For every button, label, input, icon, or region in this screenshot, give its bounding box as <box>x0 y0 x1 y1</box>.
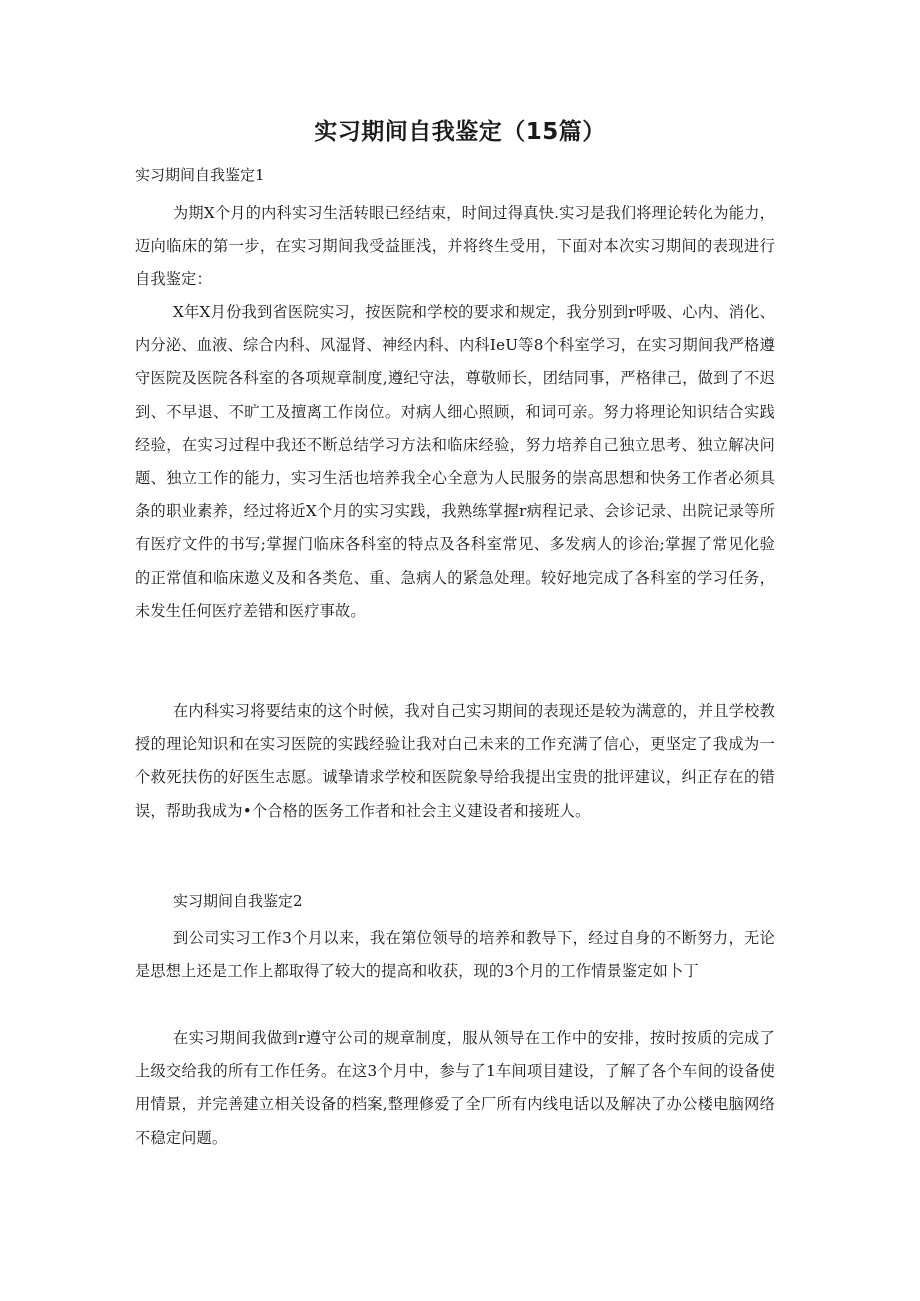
paragraph: 在内科实习将要结束的这个时候，我对自己实习期间的表现还是较为满意的，并且学校教授的理论知识和在实习医院的实践经验让我对白己未来的工作充满了信心，更坚定了我成为一个救死扶伤的好医生志愿。诚挚请求学校和医院象导给我提出宝贵的批评建议，纠正存在的错误，帮助我成为•个合格的医务工作者和社会主义建设者和接班人。 <box>135 702 775 820</box>
paragraph: 为期X个月的内科实习生活转眼已经结束，时间过得真快.实习是我们将理论转化为能力，迈向临床的第一步，在实习期间我受益匪浅，并将终生受用，下面对本次实习期间的表现进行自我鉴定： <box>135 204 775 289</box>
paragraph: X年X月份我到省医院实习，按医院和学校的要求和规定，我分别到r呼吸、心内、消化、内分泌、血液、综合内科、风湿肾、神经内科、内科IeU等8个科室学习，在实习期间我严格遵守医院及医院各科室的各项规章制度,遵纪守法，尊敬师长，团结同事，严格律己，做到了不迟到、不早退、不旷工及擅离工作岗位。对病人细心照顾，和词可亲。努力将理论知识结合实践经验，在实习过程中我还不断总结学习方法和临床经验，努力培养自己独立思考、独立解决问题、独立工作的能力，实习生活也培养我全心全意为人民服务的崇高思想和快务工作者必须具条的职业素养，经过将近X个月的实习实践，我熟练掌握r病程记录、会诊记录、出院记录等所有医疗文件的书写;掌握门临床各科室的特点及各科室常见、多发病人的诊治;掌握了常见化验的正常值和临床遨义及和各类危、重、急病人的紧急处理。较好地完成了各科室的学习任务，未发生任何医疗差错和医疗事故。 <box>135 303 775 620</box>
section-heading-1: 实习期间自我鉴定1 <box>135 166 265 184</box>
paragraph: 在实习期间我做到r遵守公司的规章制度，服从领导在工作中的安排，按时按质的完成了上级交给我的所有工作任务。在这3个月中，参与了1车间项目建设，了解了各个车间的设备使用情景，并完善建立相关设备的档案,整理修爱了全厂所有内线电话以及解决了办公楼电脑网络不稳定问题。 <box>135 1029 775 1147</box>
paragraph: 到公司实习工作3个月以来，我在第位领导的培养和教导下，经过自身的不断努力，无论是思想上还是工作上都取得了较大的提高和收获，现的3个月的工作情景鉴定如卜丁 <box>135 929 775 981</box>
document-title: 实习期间自我鉴定（15篇） <box>314 119 606 145</box>
section-heading-2: 实习期间自我鉴定2 <box>173 892 303 910</box>
